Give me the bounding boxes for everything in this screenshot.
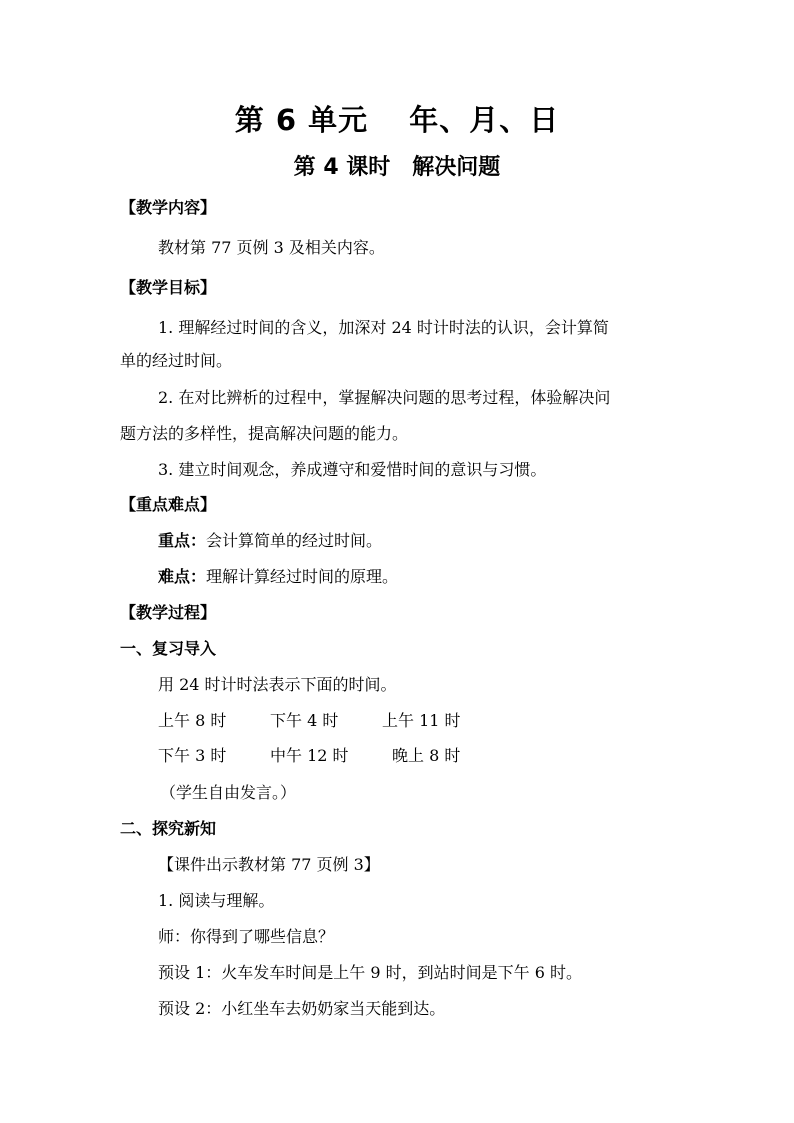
time-item: 晚上 8 时 <box>392 746 461 765</box>
courseware-note: 【课件出示教材第 77 页例 3】 <box>158 855 380 874</box>
goal-1-line-2: 单的经过时间。 <box>120 351 233 370</box>
difficult-point-text: 理解计算经过时间的原理。 <box>206 567 399 586</box>
teacher-question: 师：你得到了哪些信息？ <box>158 927 335 946</box>
explore-heading: 二、探究新知 <box>120 819 217 838</box>
review-prompt: 用 24 时计时法表示下面的时间。 <box>158 675 397 694</box>
content-heading: 【教学内容】 <box>120 198 217 217</box>
time-item: 下午 4 时 <box>270 711 339 730</box>
review-heading: 一、复习导入 <box>120 639 217 658</box>
process-heading: 【教学过程】 <box>120 603 217 622</box>
goal-3: 3. 建立时间观念，养成遵守和爱惜时间的意识与习惯。 <box>158 460 547 479</box>
goal-2-line-1: 2. 在对比辨析的过程中，掌握解决问题的思考过程，体验解决问 <box>158 388 611 407</box>
difficult-point-line <box>158 566 398 588</box>
time-item: 下午 3 时 <box>158 746 227 765</box>
goals-heading: 【教学目标】 <box>120 278 217 297</box>
time-item: 中午 12 时 <box>270 746 349 765</box>
content-text: 教材第 77 页例 3 及相关内容。 <box>158 238 385 257</box>
key-point-text: 会计算简单的经过时间。 <box>206 531 383 550</box>
keypoints-heading: 【重点难点】 <box>120 495 217 514</box>
time-item: 上午 11 时 <box>382 711 461 730</box>
preset-1: 预设 1：火车发车时间是上午 9 时，到站时间是下午 6 时。 <box>158 963 582 982</box>
preset-2: 预设 2：小红坐车去奶奶家当天能到达。 <box>158 999 446 1018</box>
difficult-point-label: 难点： <box>158 567 207 586</box>
lesson-subtitle: 第 4 课时 解决问题 <box>293 155 501 180</box>
goal-2-line-2: 题方法的多样性，提高解决问题的能力。 <box>120 424 409 443</box>
step-1: 1. 阅读与理解。 <box>158 891 275 910</box>
student-note: （学生自由发言。） <box>160 783 297 802</box>
time-item: 上午 8 时 <box>158 711 227 730</box>
page-title: 第 6 单元 年、月、日 <box>234 103 560 137</box>
key-point-line <box>158 530 382 552</box>
goal-1-line-1: 1. 理解经过时间的含义，加深对 24 时计时法的认识，会计算简 <box>158 318 609 337</box>
key-point-label: 重点： <box>158 531 207 550</box>
